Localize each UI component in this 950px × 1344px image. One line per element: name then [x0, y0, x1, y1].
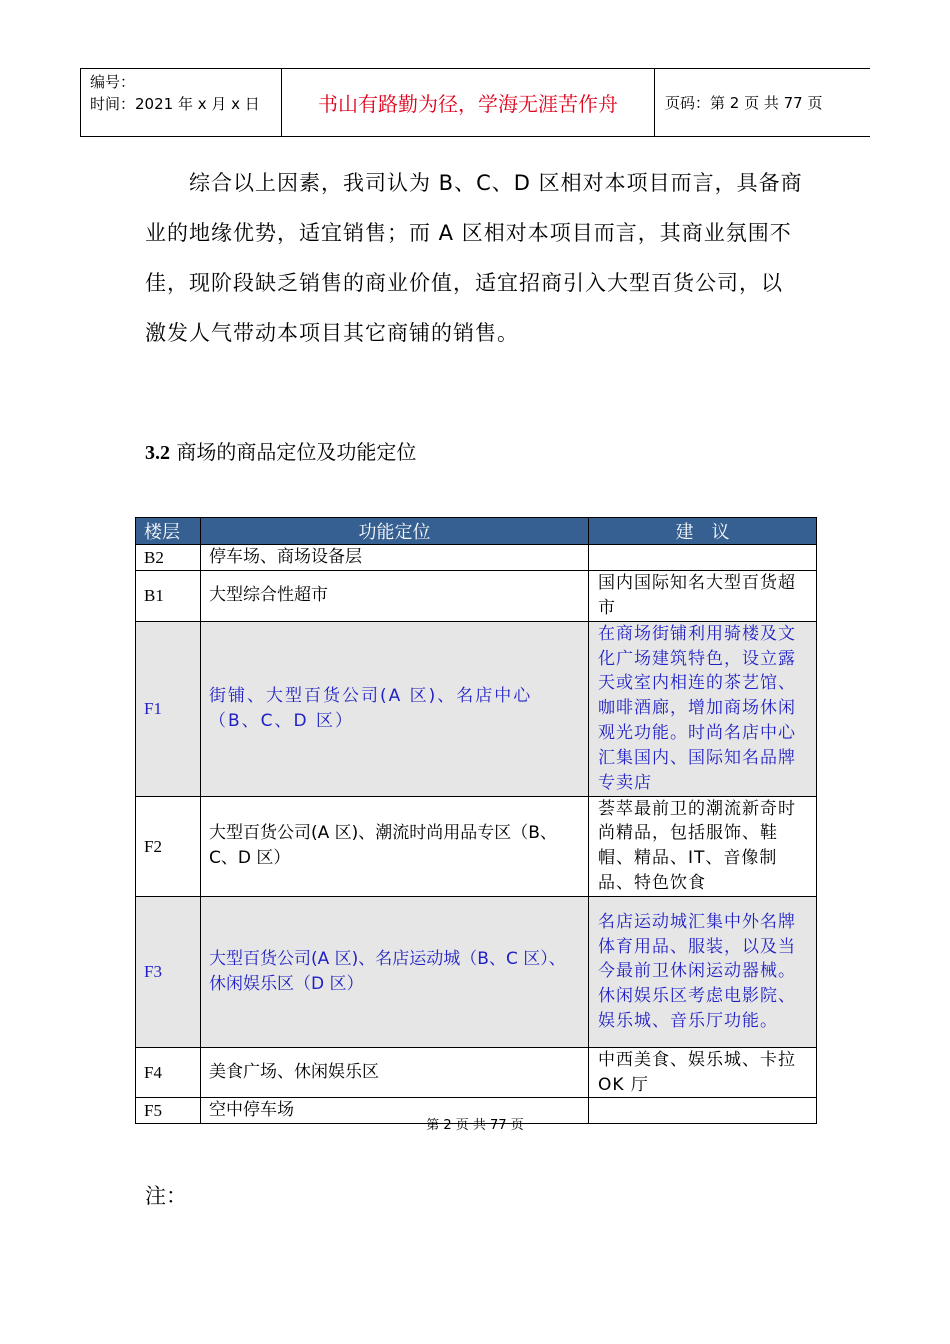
table-row: [136, 571, 817, 622]
table-row: [136, 796, 817, 896]
section-title: 商场的商品定位及功能定位: [176, 440, 417, 464]
section-heading: [145, 436, 416, 465]
function-cell: 停车场、商场设备层: [201, 545, 589, 571]
function-cell: 大型百货公司(A 区)、潮流时尚用品专区（B、C、D 区）: [201, 796, 589, 896]
floor-cell: B2: [136, 545, 201, 571]
table-row: [136, 1047, 817, 1098]
table-row: [136, 621, 817, 796]
header-meta: [80, 69, 281, 136]
table-row: [136, 545, 817, 571]
table-row: [136, 896, 817, 1047]
advice-cell: 国内国际知名大型百货超市: [589, 571, 817, 622]
function-cell: 美食广场、休闲娱乐区: [201, 1047, 589, 1098]
paragraph-line: 佳，现阶段缺乏销售的商业价值，适宜招商引入大型百货公司，以: [145, 271, 783, 295]
floor-cell: B1: [136, 571, 201, 622]
advice-cell: 在商场街铺利用骑楼及文化广场建筑特色，设立露天或室内相连的茶艺馆、咖啡酒廊，增加商场休闲观光功能。时尚名店中心汇集国内、国际知名品牌专卖店: [589, 621, 817, 796]
table-header-row: [136, 518, 817, 545]
advice-cell: [589, 545, 817, 571]
note-label: 注：: [145, 1184, 187, 1208]
floor-cell: F1: [136, 621, 201, 796]
function-cell: 街铺、大型百货公司(A 区)、名店中心（B、C、D 区）: [201, 621, 589, 796]
page-header: [80, 68, 870, 137]
header-page-info: 页码：第 2 页 共 77 页: [665, 94, 823, 112]
page-footer: 第 2 页 共 77 页: [426, 1118, 524, 1133]
floor-cell: F3: [136, 896, 201, 1047]
function-cell: 空中停车场: [201, 1098, 589, 1124]
header-motto: 书山有路勤为径，学海无涯苦作舟: [281, 69, 655, 136]
positioning-table: [135, 517, 817, 1124]
function-cell: 大型百货公司(A 区)、名店运动城（B、C 区）、休闲娱乐区（D 区）: [201, 896, 589, 1047]
column-header-floor: 楼层: [136, 518, 201, 545]
paragraph-line: 激发人气带动本项目其它商铺的销售。: [145, 321, 519, 345]
header-number-label: 编号：: [90, 73, 136, 91]
header-time-label: 时间：2021 年 x 月 x 日: [90, 95, 260, 113]
section-number: 3.2: [145, 442, 170, 464]
paragraph-line: 综合以上因素，我司认为 B、C、D 区相对本项目而言，具备商: [189, 171, 803, 195]
floor-cell: F4: [136, 1047, 201, 1098]
body-paragraph: [145, 158, 810, 358]
column-header-function: 功能定位: [201, 518, 589, 545]
function-cell: 大型综合性超市: [201, 571, 589, 622]
floor-cell: F5: [136, 1098, 201, 1124]
advice-cell: 荟萃最前卫的潮流新奇时尚精品，包括服饰、鞋帽、精品、IT、音像制品、特色饮食: [589, 796, 817, 896]
advice-cell: 名店运动城汇集中外名牌体育用品、服装，以及当今最前卫休闲运动器械。休闲娱乐区考虑电影院、娱乐城、音乐厅功能。: [589, 896, 817, 1047]
advice-cell: 中西美食、娱乐城、卡拉 OK 厅: [589, 1047, 817, 1098]
paragraph-line: 业的地缘优势，适宜销售；而 A 区相对本项目而言，其商业氛围不: [145, 221, 792, 245]
floor-cell: F2: [136, 796, 201, 896]
column-header-advice: 建 议: [589, 518, 817, 545]
